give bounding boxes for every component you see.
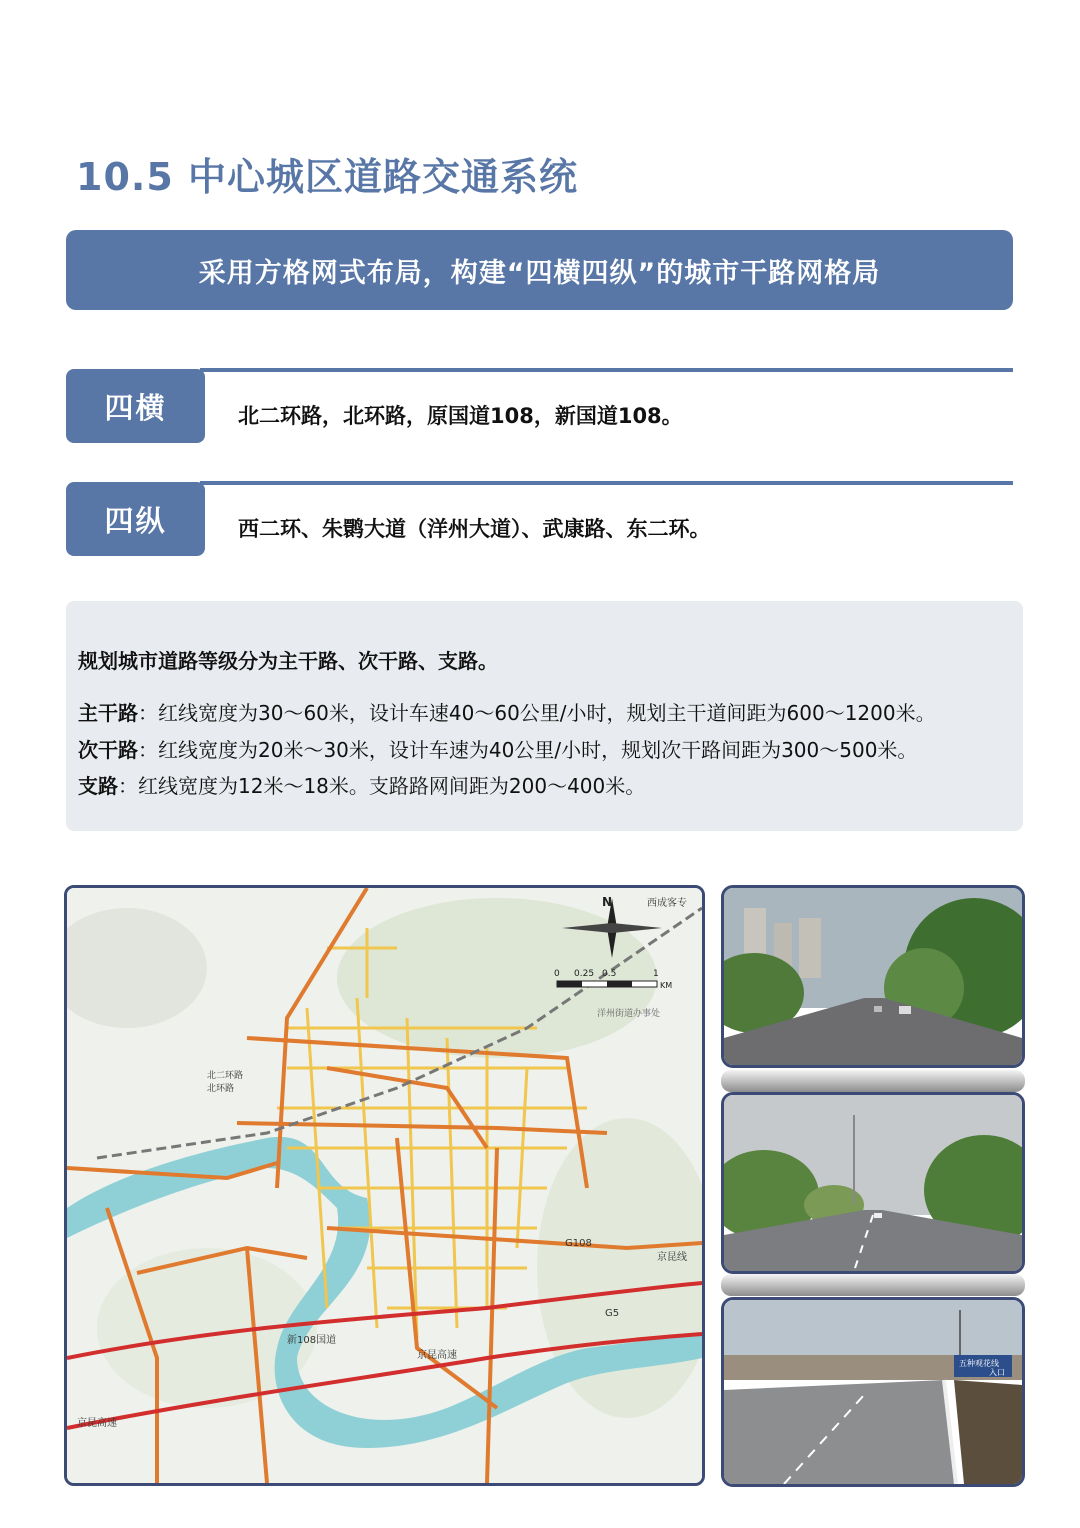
info-text: ：红线宽度为20米～30米，设计车速为40公里/小时，规划次干路间距为300～500米。 — [138, 738, 918, 762]
scale-tick: 0.25 — [574, 969, 595, 979]
map-drawing — [67, 888, 702, 1483]
row-divider-2 — [200, 481, 1013, 485]
info-line-secondary-road — [78, 734, 917, 763]
row-text-sihang: 北二环路，北环路，原国道108，新国道108。 — [238, 404, 683, 428]
scale-tick: 0.5 — [602, 969, 617, 979]
row-text-sizong: 西二环、朱鹮大道（洋州大道）、武康路、东二环。 — [238, 517, 711, 541]
map-label: 京昆高速 — [417, 1350, 457, 1361]
map-label: 新108国道 — [287, 1335, 337, 1346]
road-photo-3-image — [724, 1300, 1022, 1484]
info-label: 主干路 — [78, 701, 138, 725]
row-divider-1 — [200, 368, 1013, 372]
info-label: 支路 — [78, 774, 118, 798]
map-label: 西成客专 — [647, 898, 687, 909]
info-line-branch-road — [78, 770, 645, 799]
section-banner: 采用方格网式布局，构建“四横四纵”的城市干路网格局 — [66, 230, 1013, 310]
road-photo-3 — [721, 1297, 1025, 1487]
map-label: G108 — [565, 1238, 592, 1249]
row-tag-sizong: 四纵 — [66, 482, 205, 556]
map-north-label: N — [602, 895, 613, 909]
map-label: 洋州街道办事处 — [597, 1009, 661, 1019]
road-photo-1 — [721, 885, 1025, 1068]
map-label: G5 — [605, 1308, 620, 1319]
info-text: ：红线宽度为12米～18米。支路路网间距为200～400米。 — [118, 774, 646, 798]
road-photo-1-image — [724, 888, 1022, 1065]
photo-separator-2 — [721, 1274, 1025, 1296]
row-tag-sihang: 四横 — [66, 369, 205, 443]
road-photo-2 — [721, 1092, 1025, 1274]
info-label: 次干路 — [78, 738, 138, 762]
road-grade-info-box — [66, 601, 1023, 831]
road-sign-sub: 入口 — [989, 1368, 1005, 1377]
scale-tick: 0 — [554, 969, 560, 979]
map-label: 北二环路 — [207, 1071, 244, 1081]
scale-tick: 1 — [653, 969, 659, 979]
road-photo-2-image — [724, 1095, 1022, 1271]
map-label: 京昆线 — [657, 1252, 687, 1263]
road-network-map — [64, 885, 705, 1486]
info-line-main-road — [78, 697, 936, 726]
info-text: ：红线宽度为30～60米，设计车速40～60公里/小时，规划主干道间距为600～1200米。 — [138, 701, 936, 725]
page-title: 10.5 中心城区道路交通系统 — [76, 155, 578, 199]
photo-separator-1 — [721, 1070, 1025, 1092]
scale-unit: KM — [660, 981, 673, 990]
map-label: 北环路 — [207, 1084, 235, 1094]
road-sign-text: 五种观花线 — [959, 1359, 999, 1368]
map-label: 京昆高速 — [77, 1418, 117, 1429]
info-heading: 规划城市道路等级分为主干路、次干路、支路。 — [78, 649, 498, 673]
